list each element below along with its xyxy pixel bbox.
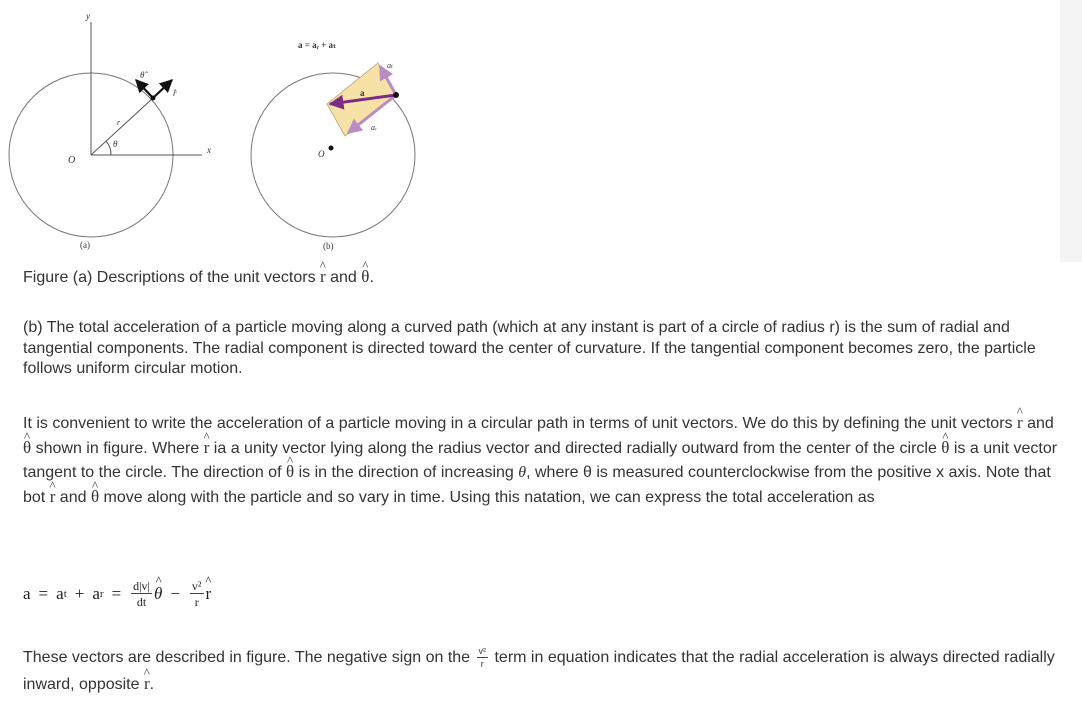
accel-equation-label: a = aᵣ + aₜ <box>298 40 337 50</box>
theta-symbol: θ <box>518 464 527 481</box>
text: is in the direction of increasing <box>294 464 519 481</box>
x-label: x <box>207 145 211 155</box>
eq-minus: − <box>170 584 180 603</box>
r-hat-symbol: ^ r <box>144 671 150 697</box>
paragraph-negative-sign <box>23 645 1073 698</box>
eq-at-sub: t <box>63 588 67 600</box>
particle-b <box>393 92 399 98</box>
text: and <box>55 488 91 506</box>
text: move along with the particle and so vary in time. Using this natation, we can express the total acceleration as <box>99 488 875 506</box>
theta-label: θ <box>113 139 118 149</box>
radius-label: r <box>117 118 121 127</box>
panel-b-label: (b) <box>323 241 334 251</box>
text: It is convenient to write the acceleration of a particle moving in a circular path in terms of unit vectors. We do this by defining the unit vectors <box>23 415 1017 432</box>
angle-arc <box>106 141 111 155</box>
caption-text-1: Figure (a) Descriptions of the unit vectors <box>23 269 321 286</box>
eq-equals-2: = <box>111 584 122 603</box>
center-b <box>329 146 334 151</box>
theta-hat-vector <box>136 80 153 98</box>
figure-caption <box>23 266 374 289</box>
text: . <box>149 676 155 693</box>
fraction-dv-dt <box>131 580 152 608</box>
theta-hat-label: θ̂ <box>140 70 145 80</box>
theta-hat-symbol: ^ θ <box>286 460 294 484</box>
eq-ar: a <box>92 584 100 603</box>
eq-equals: = <box>38 584 49 603</box>
theta-hat-symbol: ^ θ <box>23 436 31 460</box>
figure-border-strip <box>1060 0 1082 262</box>
frac-num: v² <box>478 645 487 656</box>
fraction-v2-r-inline <box>477 647 489 669</box>
caption-text-2: and <box>325 269 362 286</box>
theta-hat-symbol: ^ θ <box>941 436 949 460</box>
text: ia a unity vector lying along the radius vector and directed radially outward from the center of the circle <box>209 439 942 457</box>
ar-label: aᵣ <box>371 123 377 132</box>
theta-hat-symbol: ^ θ <box>361 266 369 288</box>
r-hat-vector <box>153 80 172 98</box>
a-label: a <box>360 88 365 98</box>
eq-at: a <box>56 584 64 603</box>
text: is a unit vector tangent to the circle. The direction of <box>23 439 1058 481</box>
origin-label-a: O <box>68 155 76 166</box>
text: term in equation indicates that the radial acceleration is always directed radially inward, opposite <box>23 649 1055 693</box>
radius-line <box>91 98 153 155</box>
paragraph-unit-vectors <box>23 411 1063 509</box>
at-label: aₜ <box>387 61 393 70</box>
r-hat-label: r̂ <box>173 88 177 98</box>
panel-b <box>251 40 415 251</box>
eq-ar-sub: r <box>99 588 104 600</box>
theta-hat-symbol: ^ θ <box>91 485 99 509</box>
r-hat-symbol: ^ r <box>206 584 212 604</box>
r-hat-symbol: ^ r <box>1017 411 1023 435</box>
panel-a <box>9 11 211 250</box>
y-label: y <box>86 11 90 21</box>
frac-num: d|v| <box>133 579 150 593</box>
frac-num: v² <box>191 579 202 593</box>
r-hat-symbol: ^ r <box>50 485 56 509</box>
text: and <box>1022 415 1054 432</box>
acceleration-equation <box>23 574 211 614</box>
origin-label-b: O <box>318 149 325 159</box>
frac-den: r <box>194 595 199 609</box>
eq-a: a <box>23 584 31 603</box>
r-hat-symbol: ^ r <box>204 436 210 460</box>
text: These vectors are described in figure. The negative sign on the <box>23 649 475 666</box>
frac-den: r <box>480 658 484 669</box>
panel-a-label: (a) <box>80 240 90 250</box>
theta-hat-symbol: ^ θ <box>154 584 162 604</box>
r-hat-symbol: ^ r <box>320 266 326 288</box>
eq-plus: + <box>74 584 85 603</box>
text: shown in figure. Where <box>31 439 204 457</box>
paragraph-b: (b) The total acceleration of a particle moving along a curved path (which at any instant is part of a circle of radius r) is the sum of radial and tangential components. The radial component is directed toward the center of curvature. If the tangential component becomes zero, the particle follows uniform circular motion. <box>23 319 1036 377</box>
figure <box>0 0 1060 262</box>
figure-svg <box>0 0 1060 262</box>
caption-text-3: . <box>369 269 374 286</box>
frac-den: dt <box>136 595 147 609</box>
text: , where θ is measured counterclockwise from the positive x axis. Note that bot <box>23 464 1051 506</box>
fraction-v2-r <box>190 580 204 608</box>
